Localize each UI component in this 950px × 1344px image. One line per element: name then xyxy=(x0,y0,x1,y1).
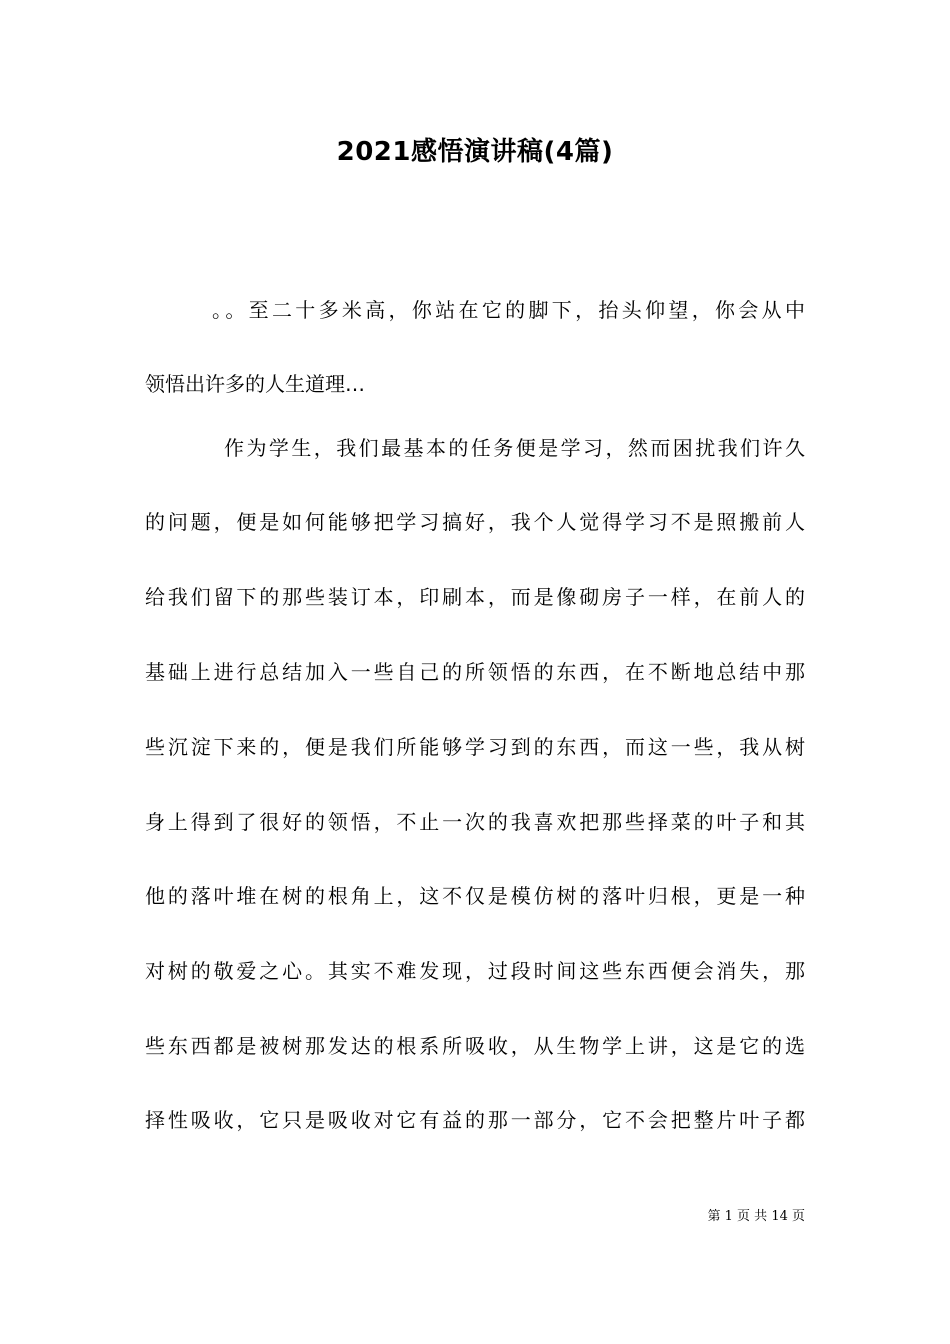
paragraph-line: 基础上进行总结加入一些自己的所领悟的东西，在不断地总结中那 xyxy=(145,660,805,684)
paragraph-line: 领悟出许多的人生道理… xyxy=(145,372,365,396)
page-number-footer: 第 1 页 共 14 页 xyxy=(707,1209,805,1224)
paragraph-line: 择性吸收，它只是吸收对它有益的那一部分，它不会把整片叶子都 xyxy=(145,1108,805,1132)
document-title: 2021感悟演讲稿(4篇) xyxy=(336,137,614,167)
paragraph-line: 。。至二十多米高，你站在它的脚下，抬头仰望，你会从中 xyxy=(212,298,805,322)
paragraph-line: 身上得到了很好的领悟，不止一次的我喜欢把那些择菜的叶子和其 xyxy=(145,810,805,834)
paragraph-line: 他的落叶堆在树的根角上，这不仅是模仿树的落叶归根，更是一种 xyxy=(145,884,805,908)
paragraph-line: 给我们留下的那些装订本，印刷本，而是像砌房子一样，在前人的 xyxy=(145,585,805,609)
paragraph-line: 的问题，便是如何能够把学习搞好，我个人觉得学习不是照搬前人 xyxy=(145,510,805,534)
paragraph-line: 作为学生，我们最基本的任务便是学习，然而困扰我们许久 xyxy=(224,436,805,460)
paragraph-line: 对树的敬爱之心。其实不难发现，过段时间这些东西便会消失，那 xyxy=(145,959,805,983)
paragraph-line: 些东西都是被树那发达的根系所吸收，从生物学上讲，这是它的选 xyxy=(145,1034,805,1058)
paragraph-line: 些沉淀下来的，便是我们所能够学习到的东西，而这一些，我从树 xyxy=(145,735,805,759)
